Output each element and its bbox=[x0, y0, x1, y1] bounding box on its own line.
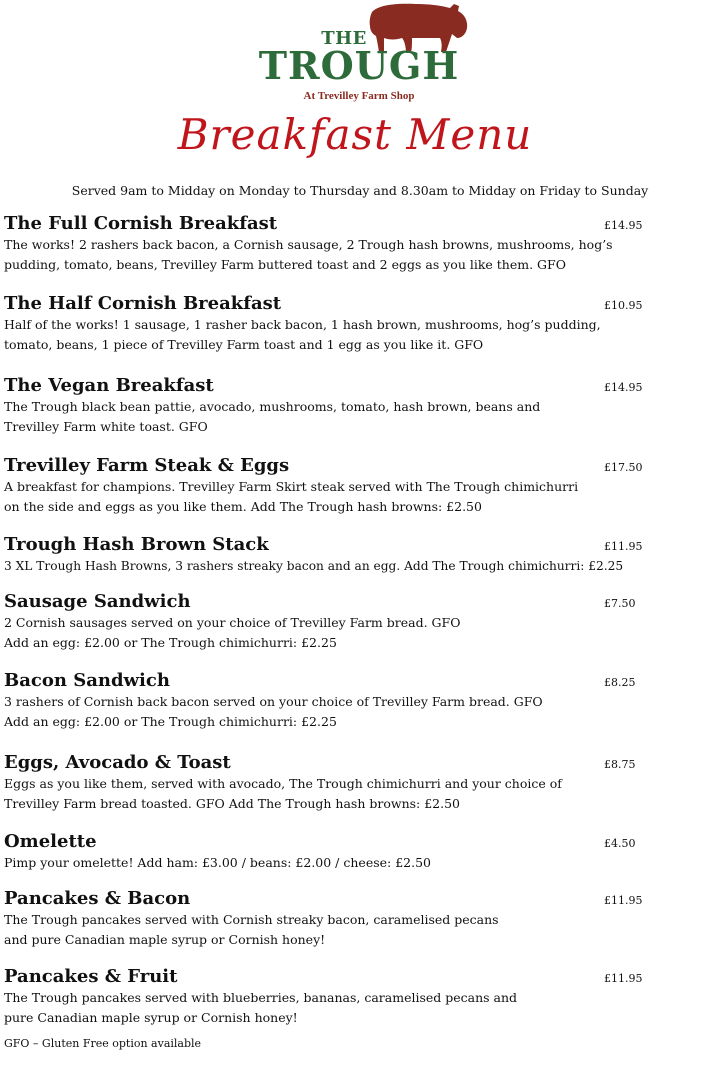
item-desc-line: tomato, beans, 1 piece of Trevilley Farm toast and 1 egg as you like it. GFO bbox=[4, 337, 484, 352]
item-price: £14.95 bbox=[604, 381, 643, 394]
item-desc-line: Half of the works! 1 sausage, 1 rasher back bacon, 1 hash brown, mushrooms, hog’s pudding, bbox=[4, 317, 601, 332]
item-price: £4.50 bbox=[604, 837, 636, 850]
item-desc-line: Add an egg: £2.00 or The Trough chimichurri: £2.25 bbox=[4, 714, 337, 729]
item-price: £11.95 bbox=[604, 972, 643, 985]
item-name: Bacon Sandwich bbox=[4, 670, 170, 691]
item-desc-line: pure Canadian maple syrup or Cornish honey! bbox=[4, 1010, 298, 1025]
menu-item-steak-eggs bbox=[4, 455, 706, 517]
item-desc-line: Eggs as you like them, served with avocado, The Trough chimichurri and your choice of bbox=[4, 776, 562, 791]
item-name: The Half Cornish Breakfast bbox=[4, 293, 282, 314]
item-name: Omelette bbox=[4, 831, 97, 852]
menu-title: Breakfast Menu bbox=[177, 110, 533, 159]
item-name: Eggs, Avocado & Toast bbox=[4, 752, 231, 773]
item-price: £14.95 bbox=[604, 219, 643, 232]
serving-hours: Served 9am to Midday on Monday to Thursday and 8.30am to Midday on Friday to Sunday bbox=[71, 183, 649, 198]
item-price: £8.25 bbox=[604, 676, 636, 689]
item-desc-line: and pure Canadian maple syrup or Cornish honey! bbox=[4, 932, 326, 947]
menu-item-omelette bbox=[4, 831, 706, 873]
item-name: Sausage Sandwich bbox=[4, 591, 191, 612]
item-desc-line: Trevilley Farm bread toasted. GFO Add The Trough hash browns: £2.50 bbox=[4, 796, 460, 811]
item-desc-line: A breakfast for champions. Trevilley Farm Skirt steak served with The Trough chimichurri bbox=[4, 479, 579, 494]
item-price: £17.50 bbox=[604, 461, 643, 474]
gfo-footnote: GFO – Gluten Free option available bbox=[4, 1037, 202, 1050]
item-price: £10.95 bbox=[604, 299, 643, 312]
item-name: Trough Hash Brown Stack bbox=[4, 534, 269, 555]
item-price: £11.95 bbox=[604, 894, 643, 907]
logo-the-text: THE bbox=[321, 28, 367, 49]
menu-item-pancakes-bacon bbox=[4, 888, 706, 950]
menu-item-vegan bbox=[4, 375, 706, 437]
menu-item-bacon-sandwich bbox=[4, 670, 706, 732]
menu-item-sausage-sandwich bbox=[4, 591, 706, 653]
logo-subtitle: At Trevilley Farm Shop bbox=[303, 90, 415, 102]
menu-item-eggs-avocado bbox=[4, 752, 706, 814]
item-desc-line: The Trough pancakes served with Cornish streaky bacon, caramelised pecans bbox=[4, 912, 499, 927]
item-desc-line: Trevilley Farm white toast. GFO bbox=[4, 419, 208, 434]
item-desc-line: The Trough pancakes served with blueberries, bananas, caramelised pecans and bbox=[4, 990, 518, 1005]
item-desc-line: 2 Cornish sausages served on your choice of Trevilley Farm bread. GFO bbox=[4, 615, 461, 630]
item-name: Pancakes & Fruit bbox=[4, 966, 178, 987]
item-price: £11.95 bbox=[604, 540, 643, 553]
item-price: £8.75 bbox=[604, 758, 636, 771]
menu-item-full-cornish bbox=[4, 213, 706, 275]
item-name: Pancakes & Bacon bbox=[4, 888, 191, 909]
item-desc-line: Pimp your omelette! Add ham: £3.00 / beans: £2.00 / cheese: £2.50 bbox=[4, 855, 431, 870]
item-name: The Full Cornish Breakfast bbox=[4, 213, 278, 234]
item-desc-line: The works! 2 rashers back bacon, a Cornish sausage, 2 Trough hash browns, mushrooms, hog’s bbox=[4, 237, 613, 252]
trough-logo bbox=[246, 0, 472, 108]
logo-trough-text: TROUGH bbox=[258, 43, 460, 88]
item-desc-line: pudding, tomato, beans, Trevilley Farm buttered toast and 2 eggs as you like them. GFO bbox=[4, 257, 566, 272]
item-name: Trevilley Farm Steak & Eggs bbox=[4, 455, 290, 476]
item-desc-line: on the side and eggs as you like them. Add The Trough hash browns: £2.50 bbox=[4, 499, 482, 514]
item-desc-line: The Trough black bean pattie, avocado, mushrooms, tomato, hash brown, beans and bbox=[4, 399, 541, 414]
menu-item-pancakes-fruit bbox=[4, 966, 706, 1028]
menu-item-hash-brown-stack bbox=[4, 534, 706, 576]
item-name: The Vegan Breakfast bbox=[4, 375, 214, 396]
item-desc-line: 3 XL Trough Hash Browns, 3 rashers streaky bacon and an egg. Add The Trough chimichurri: £2.25 bbox=[4, 559, 624, 573]
menu-item-half-cornish bbox=[4, 293, 706, 355]
item-price: £7.50 bbox=[604, 597, 636, 610]
item-desc-line: 3 rashers of Cornish back bacon served on your choice of Trevilley Farm bread. GFO bbox=[4, 694, 543, 709]
item-desc-line: Add an egg: £2.00 or The Trough chimichurri: £2.25 bbox=[4, 635, 337, 650]
